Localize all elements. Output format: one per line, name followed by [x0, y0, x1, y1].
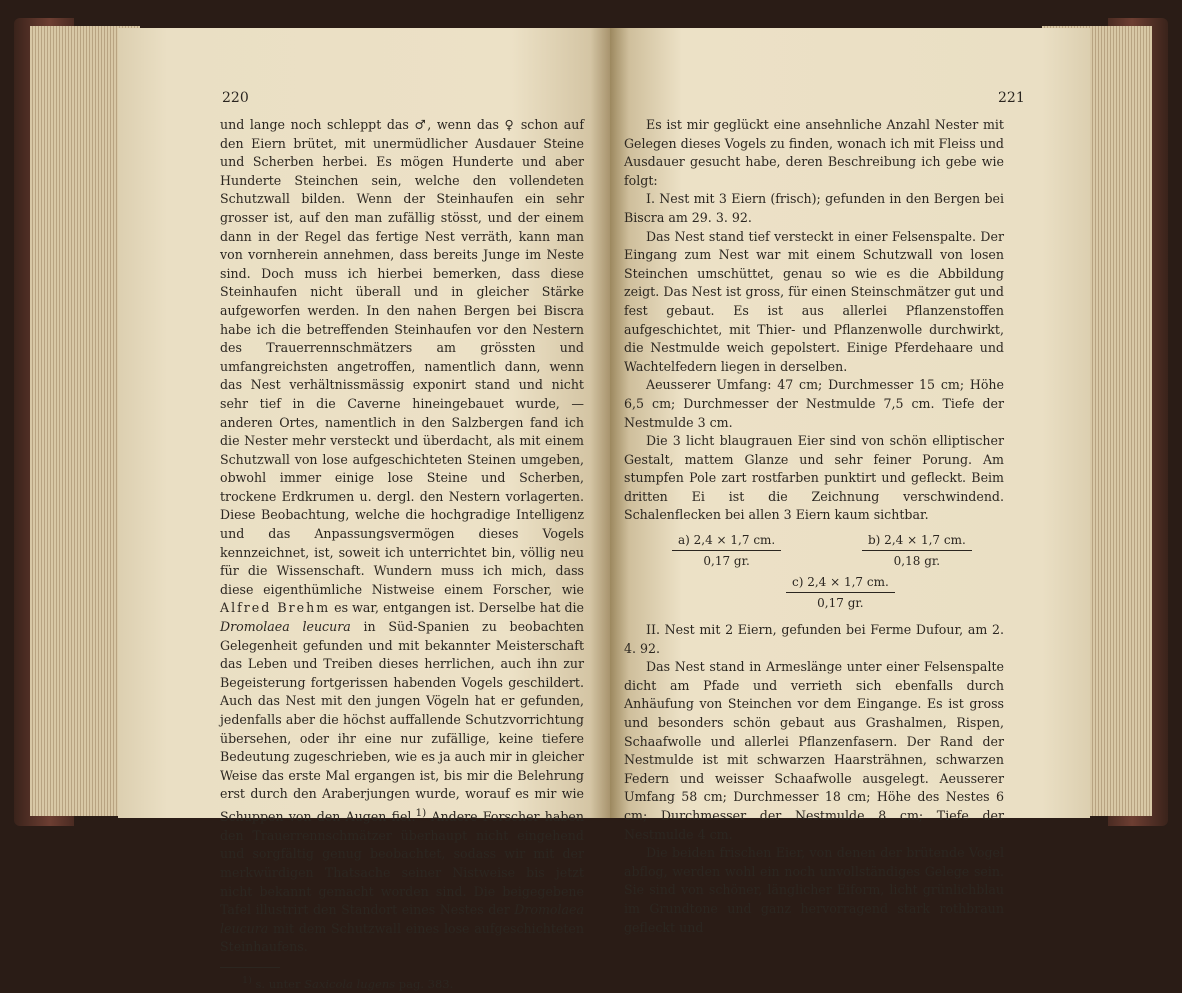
- footnote-rule: [220, 967, 280, 968]
- nest-heading: I. Nest mit 3 Eiern (frisch); gefunden in den Bergen bei Biscra am 29. 3. 92.: [624, 191, 1004, 225]
- egg-measurement: $\frac{a) 2,4 \times 1,7 cm.}{0,17 gr.}$: [672, 531, 781, 570]
- page-number: 221: [998, 90, 1025, 106]
- paragraph: Die beiden frischen Eier, von denen der brütende Vogel abflog, werden wohl ein noch unvollständiges Gelege sein. Sie sind von schöner, länglicher Eiform, licht grünlichblau im Grundtone und ganz hervorragend stark rothbraun gefleckt und: [624, 845, 1004, 935]
- right-page: [610, 28, 1090, 935]
- paragraph: Das Nest stand tief versteckt in einer Felsenspalte. Der Eingang zum Nest war mit einem Schutzwall von losen Steinchen umschüttet, genau so wie es die Abbildung zeigt. Das Nest ist gross, für einen Steinschmätzer gut und fest gebaut. Es ist aus allerlei Pflanzenstoffen aufgeschichtet, mit Thier- und Pflanzenwolle durchwirkt, die Nestmulde weich gepolstert. Einige Pferdehaare und Wachtelfedern liegen in derselben.: [624, 228, 1004, 374]
- right-page-text: [624, 116, 1004, 937]
- paragraph: Das Nest stand in Armeslänge unter einer Felsenspalte dicht am Pfade und verrieth sich ebenfalls durch Anhäufung von Steinchen vor dem Eingange. Es ist gross und besonders schön gebaut aus Grashalmen, Rispen, Schaafwolle und allerlei Pflanzenfasern. Der Rand der Nestmulde ist mit schwarzen Haarsträhnen, schwarzen Federn und weisser Schaafwolle ausgelegt. Aeusserer Umfang 58 cm; Durchmesser 18 cm; Höhe des Nestes 6 cm; Durchmesser der Nestmulde 8 cm; Tiefe der Nestmulde 4 cm.: [624, 659, 1004, 842]
- nest-heading: II. Nest mit 2 Eiern, gefunden bei Ferme Dufour, am 2. 4. 92.: [624, 622, 1004, 656]
- species-name: Dromolaea leucura: [220, 902, 584, 936]
- paragraph: Aeusserer Umfang: 47 cm; Durchmesser 15 cm; Höhe 6,5 cm; Durchmesser der Nestmulde 7,5 cm. Tiefe der Nestmulde 3 cm.: [624, 377, 1004, 430]
- left-page: [118, 28, 610, 991]
- paragraph: Die 3 licht blaugrauen Eier sind von schön elliptischer Gestalt, mattem Glanze und sehr feiner Porung. Am stumpfen Pole zart rostfarben punktirt und gefleckt. Beim dritten Ei ist die Zeichnung verschwindend. Schalenflecken bei allen 3 Eiern kaum sichtbar.: [624, 433, 1004, 523]
- footnote: $^{1)}$ s. unter Saxicola lugens pag. 383.: [242, 974, 454, 991]
- page-number: 220: [222, 90, 249, 106]
- left-page-text: [220, 116, 584, 993]
- paragraph: und lange noch schleppt das ♂, wenn das ♀ schon auf den Eiern brütet, mit unermüdlicher Ausdauer Steine und Scherben herbei. Es mögen Hunderte und aber Hunderte Steinchen sein, welche den vollendeten Schutzwall bilden. Wenn der Steinhaufen ein sehr grosser ist, auf den man zufällig stösst, und der einem dann in der Regel das fertige Nest verräth, kann man von vornherein annehmen, dass bereits Junge im Neste sind. Doch muss ich hierbei bemerken, dass diese Steinhaufen nicht überall und in gleicher Stärke aufgeworfen werden. In den nahen Bergen bei Biscra habe ich die betreffenden Steinhaufen vor den Nestern des Trauerrennschmätzers am grössten und umfangreichsten angetroffen, namentlich dann, wenn das Nest verhältnissmässig exponirt stand und nicht sehr tief in die Caverne hineingebauet wurde, — anderen Ortes, namentlich in den Salzbergen fand ich die Nester mehr versteckt und überdacht, als mit einem Schutzwall von lose aufgeschichteten Steinen umgeben, obwohl immer einige lose Steine und Scherben, trockene Erdkrumen u. dergl. den Nestern vorlagerten. Diese Beobachtung, welche die hochgradige Intelligenz und das Anpassungsvermögen dieses Vogels kennzeichnet, ist, soweit ich unterrichtet bin, völlig neu für die Wissenschaft. Wundern muss ich mich, dass diese eigenthümliche Nistweise einem Forscher, wie Alfred Brehm es war, entgangen ist. Derselbe hat die Dromolaea leucura in Süd-Spanien zu beobachten Gelegenheit gefunden und mit bekannter Meisterschaft das Leben und Treiben dieses herrlichen, auch ihn zur Begeisterung fortgerissen habenden Vogels geschildert. Auch das Nest mit den jungen Vögeln hat er gefunden, jedenfalls aber die höchst auffallende Schutzvorrichtung übersehen, oder ihr eine nur zufällige, keine tiefere Bedeutung zugeschrieben, wie es ja auch mir in gleicher Weise das erste Mal ergangen ist, bis mir die Belehrung erst durch den Araberjungen wurde, worauf es mir wie Schuppen von den Augen fiel.$^{1)}$ Andere Forscher haben den Trauerrennschmätzer überhaupt nicht eingehend und sorgfältig genug beobachtet, sodass wir mit der merkwürdigen Thatsache seiner Nistweise bis jetzt nicht bekannt gemacht worden sind. Die beigegebene Tafel illustrirt den Standort eines Nestes der Dromolaea leucura mit dem Schutzwall eines lose aufgeschichteten Steinhaufens.: [220, 117, 584, 955]
- egg-measurement: $\frac{c) 2,4 \times 1,7 cm.}{0,17 gr.}$: [786, 573, 895, 612]
- species-name: Dromolaea leucura: [220, 619, 351, 635]
- paragraph: Es ist mir geglückt eine ansehnliche Anzahl Nester mit Gelegen dieses Vogels zu finden, wonach ich mit Fleiss und Ausdauer gesucht habe, deren Beschreibung ich gebe wie folgt:: [624, 117, 1004, 188]
- egg-measurement: $\frac{b) 2,4 \times 1,7 cm.}{0,18 gr.}$: [862, 531, 972, 570]
- author-name: Alfred Brehm: [220, 600, 331, 616]
- footnote-ref: 1): [415, 806, 427, 819]
- egg-measurements: [624, 529, 1004, 621]
